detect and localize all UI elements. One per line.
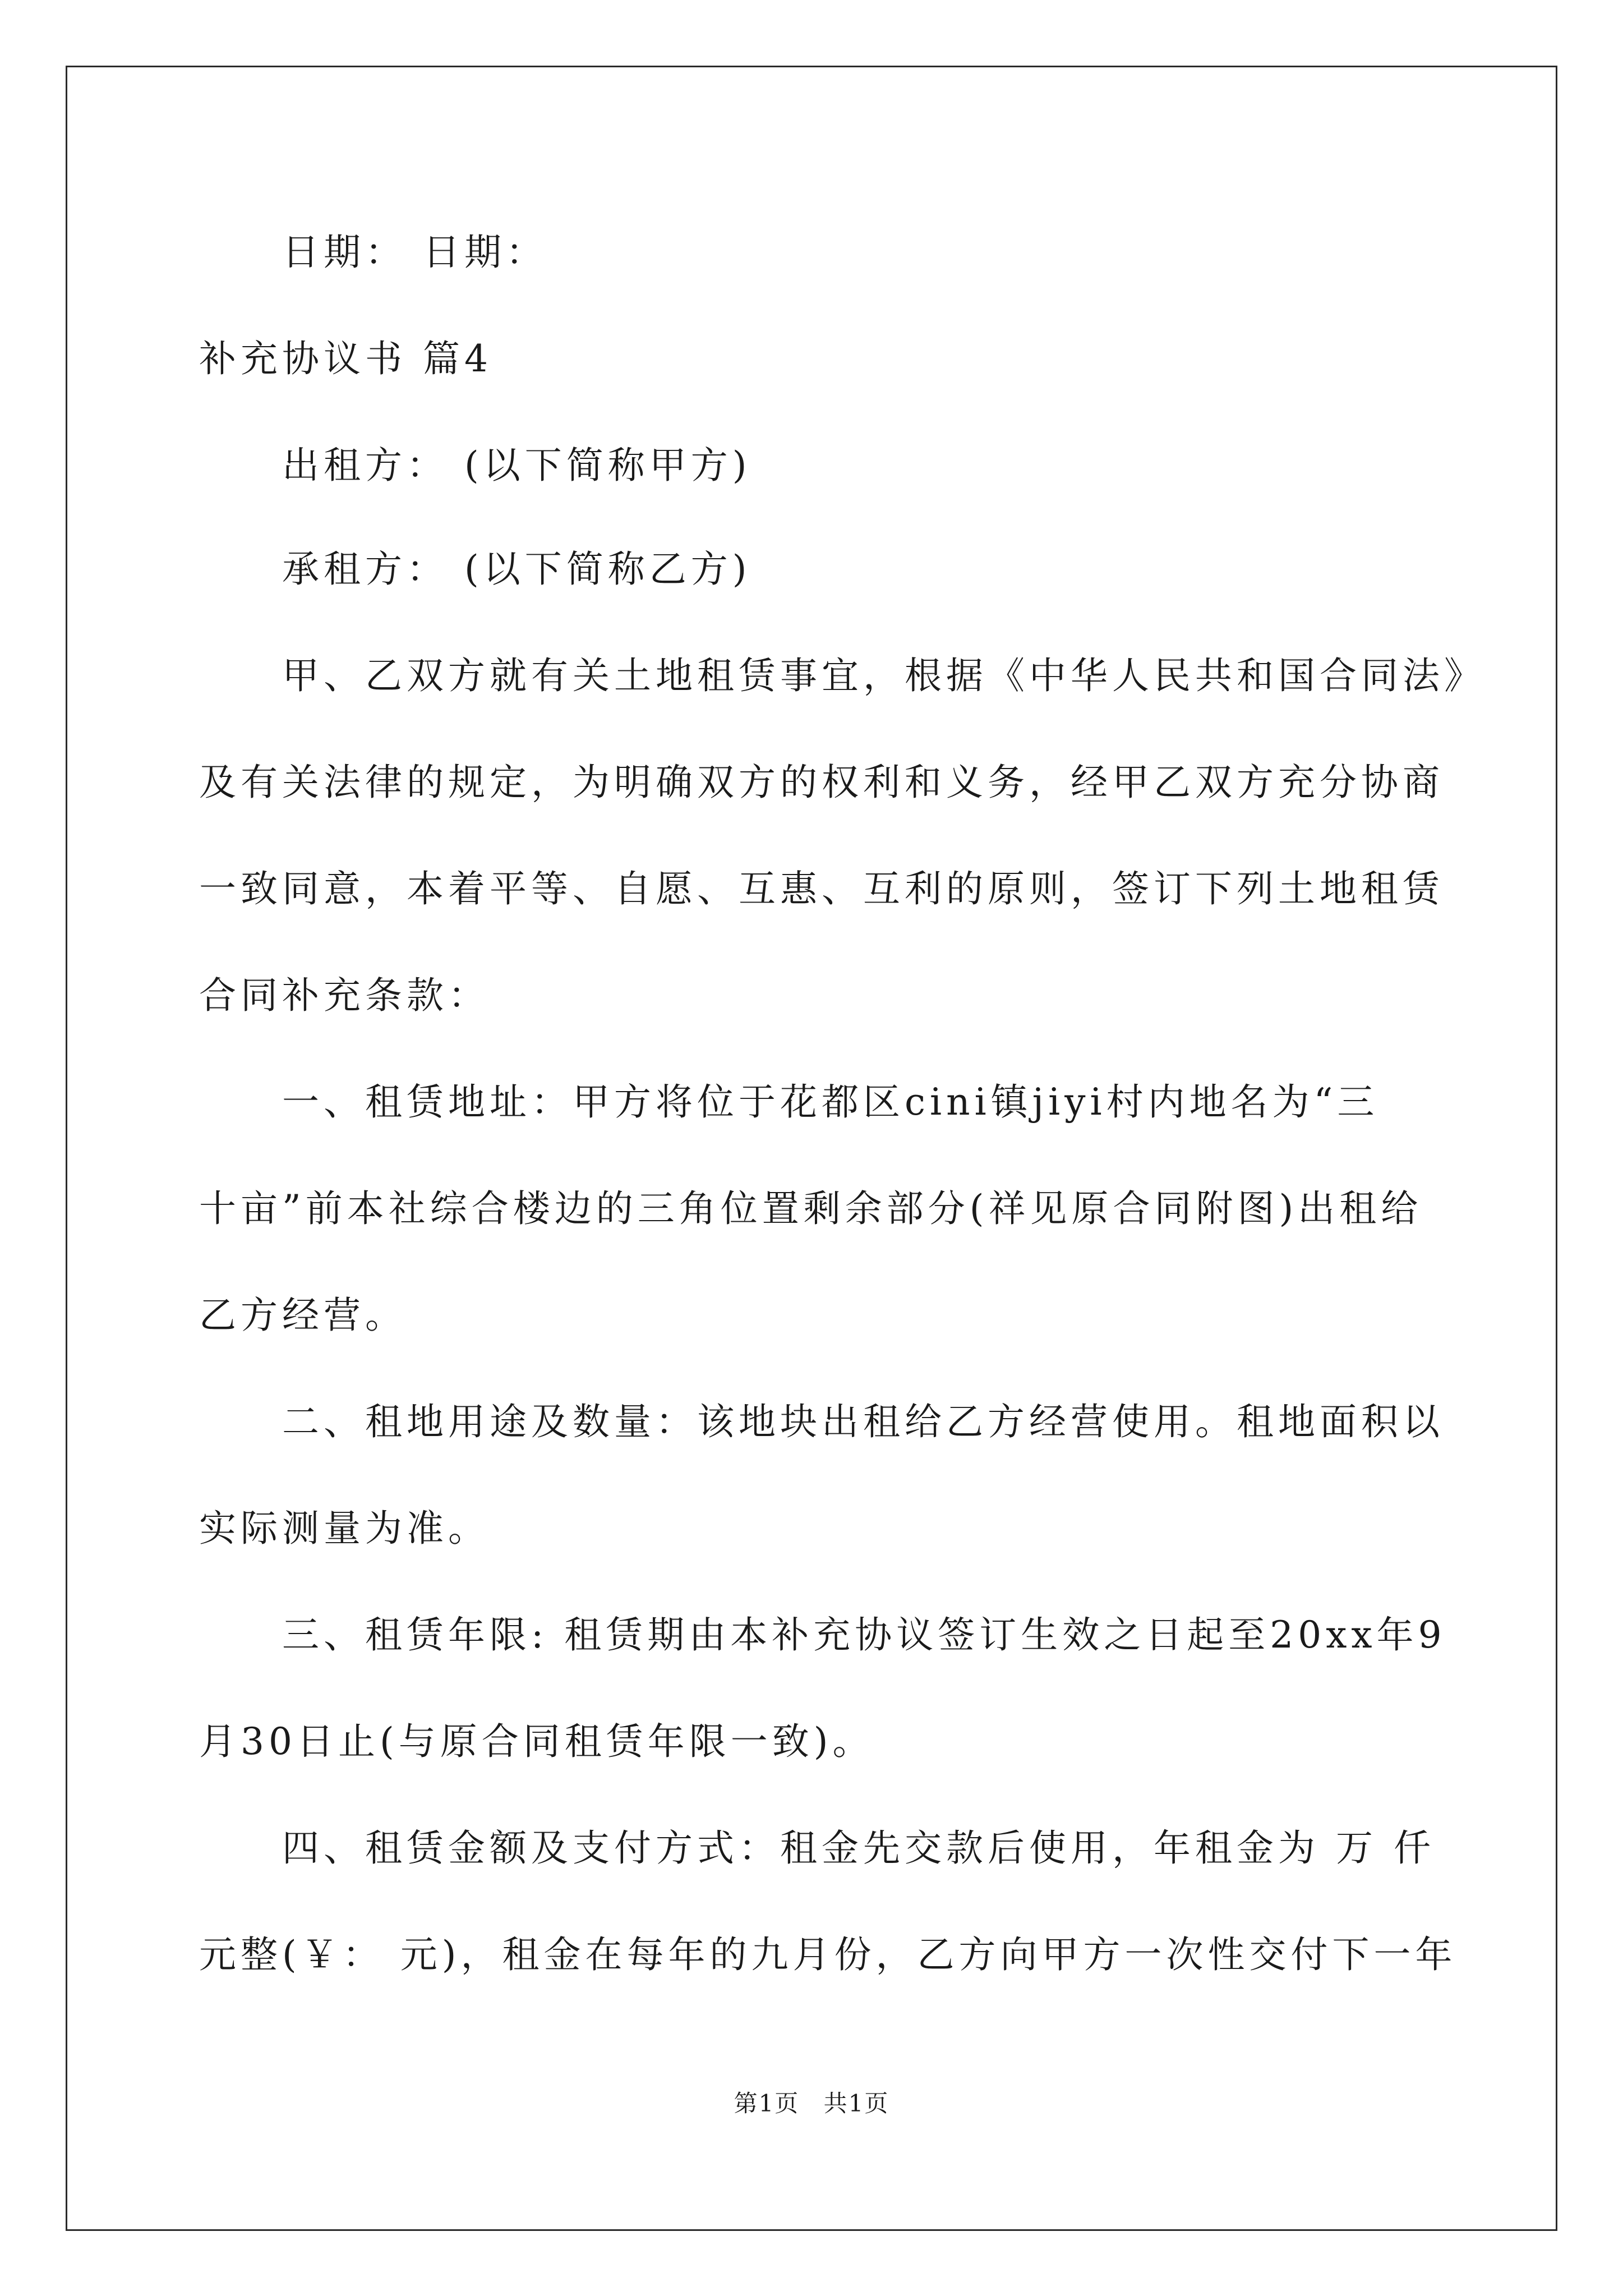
intro-line-4: 合同补充条款： xyxy=(199,974,490,1017)
section-heading: 补充协议书 篇4 xyxy=(199,337,492,380)
intro-line-1: 甲、乙双方就有关土地租赁事宜，根据《中华人民共和国合同法》 xyxy=(282,654,1486,697)
page-total: 共1页 xyxy=(823,2090,889,2117)
page-border xyxy=(66,66,1557,2231)
clause-4-line-1: 四、租赁金额及支付方式：租金先交款后使用，年租金为 万 仟 xyxy=(282,1826,1435,1870)
date-line: 日期： 日期： xyxy=(282,231,547,274)
intro-line-3: 一致同意，本着平等、自愿、互惠、互利的原则，签订下列土地租赁 xyxy=(199,867,1444,910)
clause-2-line-2: 实际测量为准。 xyxy=(199,1507,490,1550)
clause-4-line-2: 元整(￥： 元)，租金在每年的九月份，乙方向甲方一次性交付下一年 xyxy=(199,1933,1457,1976)
clause-3-line-1: 三、租赁年限: 租赁期由本补充协议签订生效之日起至20xx年9 xyxy=(282,1613,1446,1657)
intro-line-2: 及有关法律的规定，为明确双方的权利和义务，经甲乙双方充分协商 xyxy=(199,761,1444,804)
page-number: 第1页 xyxy=(734,2090,800,2117)
clause-1-line-3: 乙方经营。 xyxy=(199,1294,407,1337)
lessor-line: 出租方： (以下简称甲方) xyxy=(282,444,751,487)
clause-1-line-2: 十亩”前本社综合楼边的三角位置剩余部分(祥见原合同附图)出租给 xyxy=(199,1187,1423,1230)
page-footer xyxy=(0,2087,1623,2120)
clause-2-line-1: 二、租地用途及数量：该地块出租给乙方经营使用。租地面积以 xyxy=(282,1400,1444,1443)
lessee-line: 承租方： (以下简称乙方) xyxy=(282,547,751,591)
clause-1-line-1: 一、租赁地址：甲方将位于花都区cini镇jiyi村内地名为“三 xyxy=(282,1080,1379,1124)
clause-3-line-2: 月30日止(与原合同租赁年限一致)。 xyxy=(199,1720,874,1763)
